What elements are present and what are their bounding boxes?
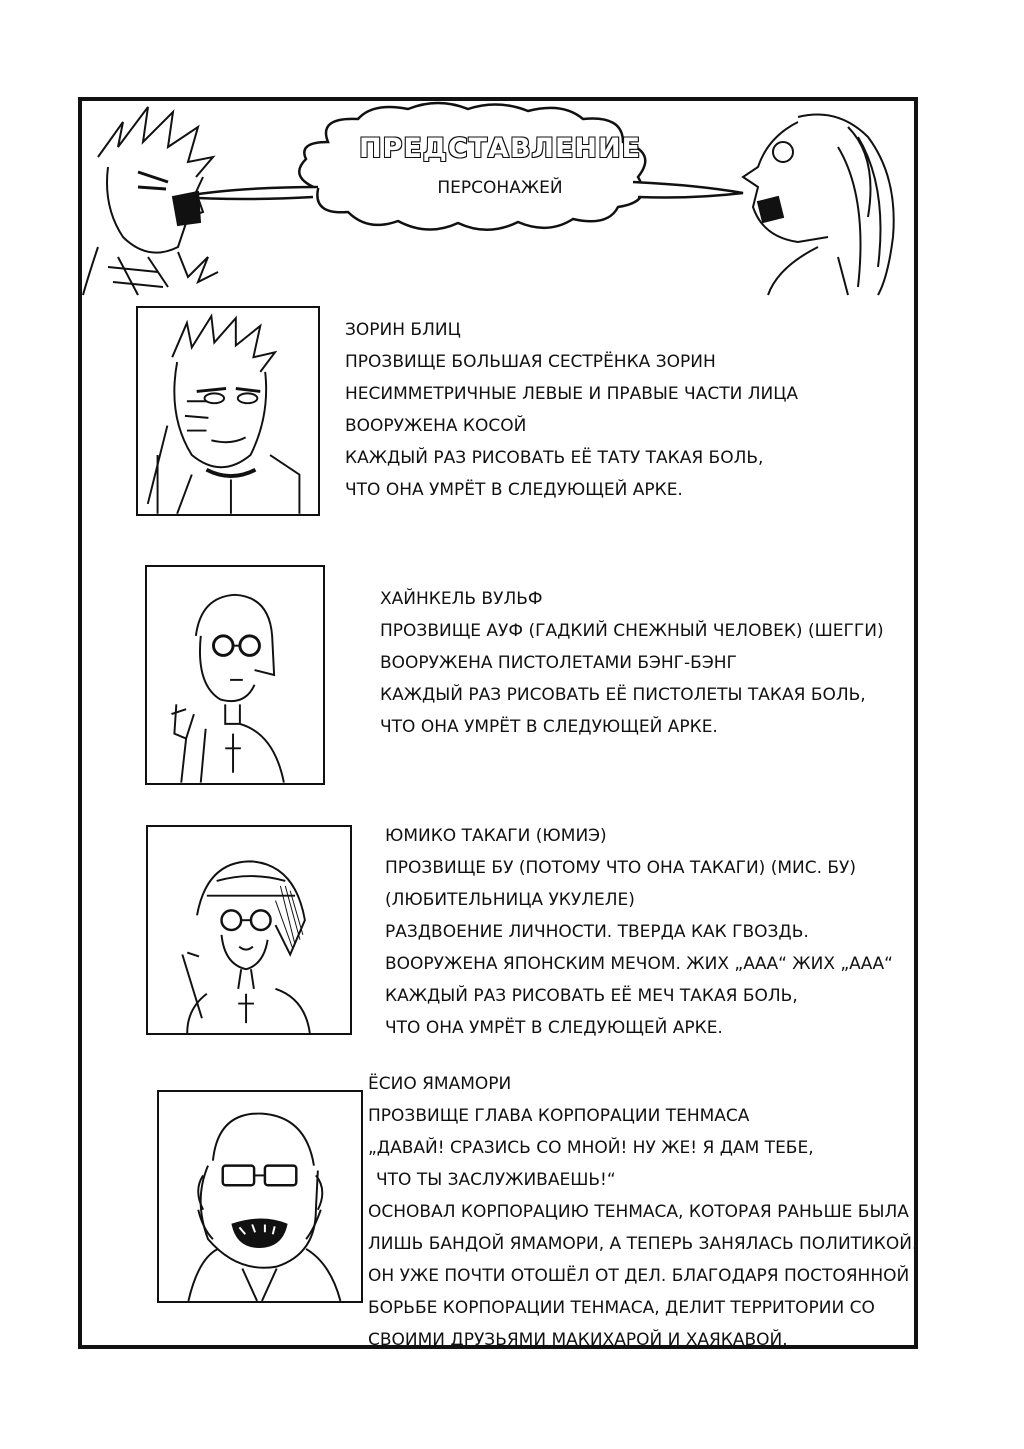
yumiko-line-5: ВООРУЖЕНА ЯПОНСКИМ МЕЧОМ. ЖИХ „ААА“ ЖИХ „ААА“: [385, 954, 893, 974]
zorin-line-1: ЗОРИН БЛИЦ: [345, 320, 461, 340]
zorin-drawing: [138, 308, 318, 514]
yumiko-drawing: [148, 827, 350, 1033]
portrait-zorin: [136, 306, 320, 516]
heinkel-line-4: КАЖДЫЙ РАЗ РИСОВАТЬ ЕЁ ПИСТОЛЕТЫ ТАКАЯ БОЛЬ,: [380, 685, 866, 705]
yumiko-line-2: ПРОЗВИЩЕ БУ (ПОТОМУ ЧТО ОНА ТАКАГИ) (МИС. БУ): [385, 858, 857, 878]
yamamori-line-4: ЧТО ТЫ ЗАСЛУЖИВАЕШЬ!“: [376, 1170, 616, 1190]
portrait-yamamori: [157, 1090, 363, 1303]
yumiko-line-3: (ЛЮБИТЕЛЬНИЦА УКУЛЕЛЕ): [385, 890, 635, 910]
yumiko-line-6: КАЖДЫЙ РАЗ РИСОВАТЬ ЕЁ МЕЧ ТАКАЯ БОЛЬ,: [385, 986, 798, 1006]
heinkel-description: [380, 583, 884, 743]
zorin-line-4: ВООРУЖЕНА КОСОЙ: [345, 416, 527, 436]
yamamori-line-2: ПРОЗВИЩЕ ГЛАВА КОРПОРАЦИИ ТЕНМАСА: [368, 1106, 750, 1126]
portrait-heinkel: [145, 565, 325, 785]
header-subtitle: ПЕРСОНАЖЕЙ: [437, 178, 563, 198]
yumiko-line-7: ЧТО ОНА УМРЁТ В СЛЕДУЮЩЕЙ АРКЕ.: [385, 1018, 723, 1038]
yumiko-line-4: РАЗДВОЕНИЕ ЛИЧНОСТИ. ТВЕРДА КАК ГВОЗДЬ.: [385, 922, 809, 942]
yamamori-line-6: ЛИШЬ БАНДОЙ ЯМАМОРИ, А ТЕПЕРЬ ЗАНЯЛАСЬ ПОЛИТИКОЙ.: [368, 1234, 918, 1254]
heinkel-line-2: ПРОЗВИЩЕ АУФ (ГАДКИЙ СНЕЖНЫЙ ЧЕЛОВЕК) (ШЕГГИ): [380, 621, 884, 641]
zorin-line-5: КАЖДЫЙ РАЗ РИСОВАТЬ ЕЁ ТАТУ ТАКАЯ БОЛЬ,: [345, 448, 764, 468]
heinkel-line-1: ХАЙНКЕЛЬ ВУЛЬФ: [380, 589, 543, 609]
yamamori-line-9: СВОИМИ ДРУЗЬЯМИ МАКИХАРОЙ И ХАЯКАВОЙ.: [368, 1330, 788, 1350]
yumiko-description: [385, 820, 893, 1044]
left-shouting-character: [83, 107, 218, 295]
cloud-speech-bubble: [178, 103, 743, 230]
yamamori-line-7: ОН УЖЕ ПОЧТИ ОТОШЁЛ ОТ ДЕЛ. БЛАГОДАРЯ ПОСТОЯННОЙ: [368, 1266, 910, 1286]
zorin-line-2: ПРОЗВИЩЕ БОЛЬШАЯ СЕСТРЁНКА ЗОРИН: [345, 352, 716, 372]
portrait-yumiko: [146, 825, 352, 1035]
zorin-line-3: НЕСИММЕТРИЧНЫЕ ЛЕВЫЕ И ПРАВЫЕ ЧАСТИ ЛИЦА: [345, 384, 799, 404]
heinkel-drawing: [147, 567, 323, 783]
yamamori-description: [368, 1068, 917, 1356]
yumiko-line-1: ЮМИКО ТАКАГИ (ЮМИЭ): [385, 826, 607, 846]
heinkel-line-5: ЧТО ОНА УМРЁТ В СЛЕДУЮЩЕЙ АРКЕ.: [380, 717, 718, 737]
yamamori-line-1: ЁСИО ЯМАМОРИ: [368, 1074, 512, 1094]
yamamori-drawing: [159, 1092, 361, 1301]
zorin-description: [345, 314, 798, 506]
yamamori-line-5: ОСНОВАЛ КОРПОРАЦИЮ ТЕНМАСА, КОТОРАЯ РАНЬШЕ БЫЛА: [368, 1202, 909, 1222]
yamamori-line-8: БОРЬБЕ КОРПОРАЦИИ ТЕНМАСА, ДЕЛИТ ТЕРРИТОРИИ СО: [368, 1298, 875, 1318]
right-shouting-character: [743, 115, 894, 296]
header-title: ПРЕДСТАВЛЕНИЕ: [358, 133, 642, 164]
yamamori-line-3: „ДАВАЙ! СРАЗИСЬ СО МНОЙ! НУ ЖЕ! Я ДАМ ТЕБЕ,: [368, 1138, 814, 1158]
heinkel-line-3: ВООРУЖЕНА ПИСТОЛЕТАМИ БЭНГ-БЭНГ: [380, 653, 737, 673]
zorin-line-6: ЧТО ОНА УМРЁТ В СЛЕДУЮЩЕЙ АРКЕ.: [345, 480, 683, 500]
